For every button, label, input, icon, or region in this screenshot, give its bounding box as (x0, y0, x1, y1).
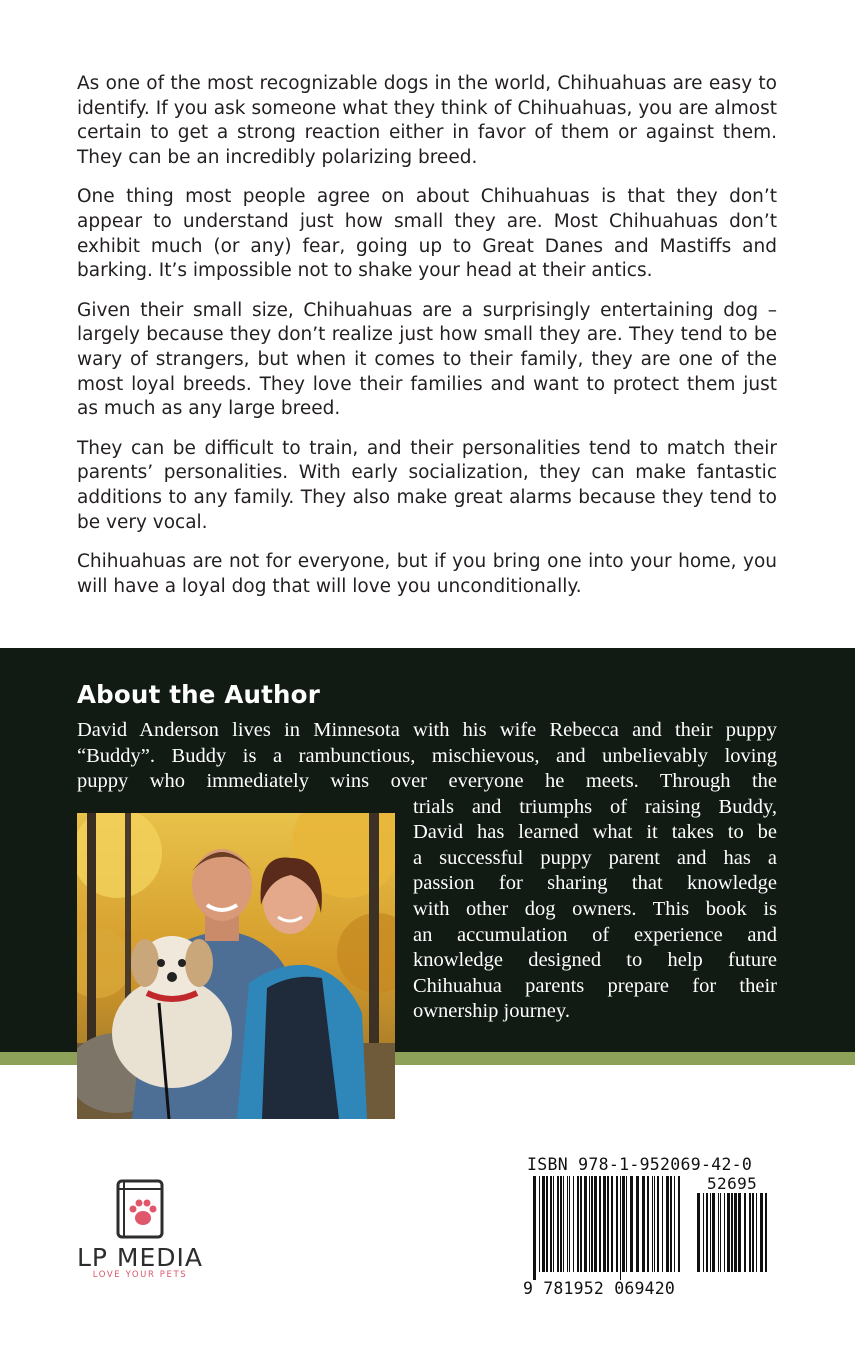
barcode-bar (727, 1193, 730, 1272)
barcode-bar (703, 1193, 704, 1272)
barcode-bar (560, 1176, 562, 1272)
barcode-bar (765, 1193, 767, 1272)
barcode-bar (591, 1176, 593, 1272)
barcode-bar (599, 1176, 601, 1272)
isbn-label: ISBN 978-1-952069-42-0 (527, 1155, 753, 1174)
bio-line: ownership journey. (413, 1000, 570, 1023)
bio-line: “Buddy”. Buddy is a rambunctious, mischievous, and unbelievably loving (77, 744, 777, 767)
barcode-bar (553, 1176, 554, 1272)
barcode-bar (642, 1176, 645, 1272)
barcode-bar (738, 1193, 741, 1272)
barcode-bar (657, 1176, 659, 1272)
barcode-bar (594, 1176, 597, 1272)
barcode-bar (533, 1176, 536, 1280)
barcode-bar (670, 1176, 672, 1272)
barcode-bar (539, 1176, 540, 1272)
bio-line: a successful puppy parent and has a (413, 846, 777, 869)
bio-line: trials and triumphs of raising Buddy, (413, 795, 777, 818)
barcode-bar (546, 1176, 548, 1272)
barcode-bar (720, 1193, 721, 1272)
barcode-price-code: 52695 (707, 1174, 758, 1193)
barcode-bar (580, 1176, 582, 1272)
about-author-heading: About the Author (77, 680, 320, 709)
barcode-bar (756, 1193, 757, 1272)
barcode-bar (718, 1193, 719, 1272)
author-photo (77, 813, 395, 1119)
bio-line: David has learned what it takes to be (413, 821, 777, 844)
barcode-bar (626, 1176, 627, 1272)
bio-line: with other dog owners. This book is (413, 897, 777, 920)
barcode-bar (611, 1176, 613, 1272)
publisher-tagline: LOVE YOUR PETS (92, 1270, 188, 1280)
barcode-bar (724, 1193, 725, 1272)
barcode-bar (620, 1176, 621, 1280)
author-bio-wrapped (77, 769, 777, 1025)
barcode-bar (647, 1176, 649, 1272)
barcode-bar (678, 1176, 680, 1272)
barcode-bar (573, 1176, 574, 1272)
barcode-bar (712, 1193, 715, 1272)
publisher-name: LP MEDIA (76, 1243, 204, 1272)
barcode-bar (662, 1176, 663, 1272)
barcode-bar (622, 1176, 625, 1272)
barcode-bar (752, 1193, 754, 1272)
barcode-bars (533, 1176, 687, 1280)
blurb-paragraph: They can be difficult to train, and their personalities tend to match their parents’ personalities. With early socialization, they can make fantastic additions to any family. They also make great alarms because they tend to be very vocal. (77, 437, 777, 533)
barcode-bar (607, 1176, 609, 1272)
barcode-bar (636, 1176, 639, 1272)
barcode-bar (652, 1176, 653, 1272)
barcode-bar (710, 1193, 711, 1272)
author-photo-illustration (77, 813, 395, 1119)
barcode-bar (542, 1176, 545, 1272)
barcode-bar (731, 1193, 733, 1272)
barcode-bar (557, 1176, 559, 1272)
barcode-bar (616, 1176, 618, 1272)
barcode-bar (584, 1176, 587, 1272)
barcode-addon-bars (697, 1193, 773, 1280)
barcode-bar (603, 1176, 606, 1272)
barcode-bar (630, 1176, 633, 1272)
barcode-bar (697, 1193, 700, 1272)
barcode-bar (567, 1176, 568, 1272)
book-with-paw-icon (70, 1175, 210, 1245)
barcode-bar (577, 1176, 579, 1272)
author-bio-full-width (77, 718, 777, 769)
blurb-paragraph: Chihuahuas are not for everyone, but if you bring one into your home, you will have a loyal dog that will love you unconditionally. (77, 551, 777, 597)
bio-line: David Anderson lives in Minnesota with his wife Rebecca and their puppy (77, 719, 777, 741)
barcode-bar (666, 1176, 669, 1272)
bio-line: passion for sharing that knowledge (413, 872, 777, 895)
barcode-bar (563, 1176, 564, 1272)
barcode-bar (654, 1176, 655, 1272)
bio-line: an accumulation of experience and (413, 923, 777, 946)
bio-line: Chihuahua parents prepare for their (413, 974, 777, 997)
blurb-paragraph: Given their small size, Chihuahuas are a surprisingly entertaining dog – largely because they don’t realize just how small they are. They tend to be wary of strangers, but when it comes to their family, they are one of the most loyal breeds. They love their families and want to protect them just as much as any large breed. (77, 299, 777, 420)
bio-line: knowledge designed to help future (413, 949, 777, 972)
blurb-paragraph: One thing most people agree on about Chihuahuas is that they don’t appear to understand just how small they are. Most Chihuahuas don’t exhibit much (or any) fear, going up to Great Danes and Mastiffs and barking. It’s impossible not to shake your head at their antics. (77, 186, 777, 282)
barcode-bar (760, 1193, 763, 1272)
barcode-bar (569, 1176, 570, 1272)
barcode-bar (749, 1193, 751, 1272)
blurb-paragraph: As one of the most recognizable dogs in the world, Chihuahuas are easy to identify. If you ask someone what they think of Chihuahuas, you are almost certain to get a strong reaction either in favor of them or against them. They can be an incredibly polarizing breed. (77, 73, 777, 168)
barcode-bar (550, 1176, 552, 1272)
barcode-bar (744, 1193, 746, 1272)
back-cover-blurb (77, 72, 777, 614)
barcode-bar (674, 1176, 675, 1272)
barcode-bar (706, 1193, 708, 1272)
bio-line: puppy who immediately wins over everyone he meets. Through the (77, 770, 777, 792)
barcode-bar (734, 1193, 737, 1272)
barcode-bar (589, 1176, 590, 1272)
barcode-digits: 9 781952 069420 (523, 1279, 676, 1298)
